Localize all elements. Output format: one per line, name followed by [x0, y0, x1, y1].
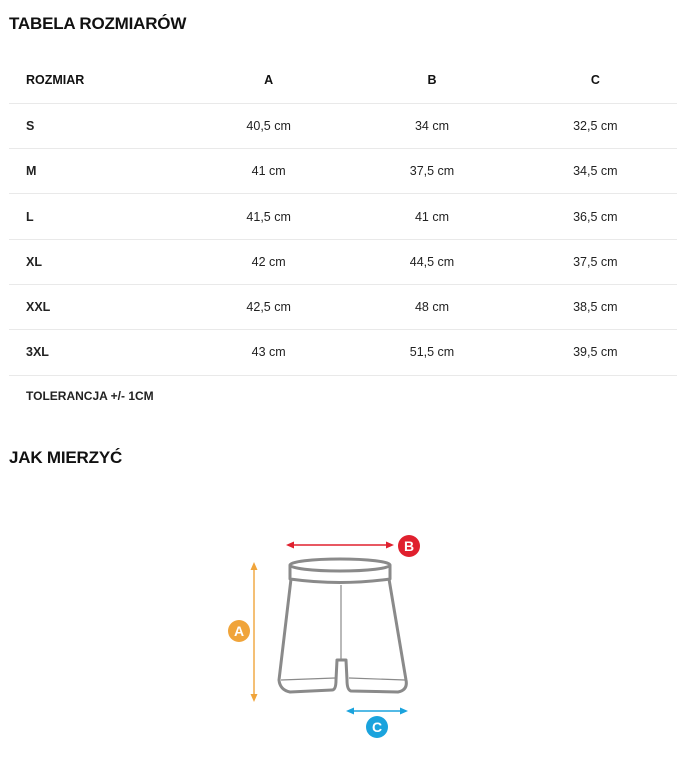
header-c: C [590, 73, 600, 88]
size-table [9, 58, 677, 417]
measure-b-label: B [403, 538, 415, 554]
size-cell: M [9, 149, 187, 194]
measure-c-arrow-icon [346, 708, 408, 715]
value-a-cell: 40,5 cm [187, 103, 350, 148]
size-cell: XL [9, 239, 187, 284]
value-b-cell: 37,5 cm [350, 149, 513, 194]
size-cell: 3XL [9, 330, 187, 375]
table-row [9, 239, 677, 284]
value-b-cell: 51,5 cm [350, 330, 513, 375]
measure-c-label: C [371, 719, 383, 735]
shorts-outline-icon [279, 559, 406, 692]
header-b: B [427, 73, 437, 88]
page-title: TABELA ROZMIARÓW [9, 14, 187, 33]
table-row [9, 194, 677, 239]
shorts-body [279, 579, 406, 692]
value-c-cell: 37,5 cm [514, 239, 677, 284]
value-a-cell: 41 cm [187, 149, 350, 194]
waistband-band [290, 565, 390, 583]
value-a-cell: 41,5 cm [187, 194, 350, 239]
measure-a-label: A [233, 623, 245, 639]
value-b-cell: 44,5 cm [350, 239, 513, 284]
right-hem [349, 678, 405, 680]
waistband-shape [290, 559, 390, 571]
value-c-cell: 38,5 cm [514, 284, 677, 329]
header-a: A [264, 73, 274, 88]
table-header-row [9, 58, 677, 103]
table-row [9, 284, 677, 329]
tolerance-row [9, 375, 677, 417]
value-b-cell: 34 cm [350, 103, 513, 148]
value-a-cell: 43 cm [187, 330, 350, 375]
table-row [9, 149, 677, 194]
size-cell: L [9, 194, 187, 239]
table-row [9, 103, 677, 148]
value-c-cell: 36,5 cm [514, 194, 677, 239]
value-c-cell: 39,5 cm [514, 330, 677, 375]
value-a-cell: 42 cm [187, 239, 350, 284]
left-hem [281, 678, 335, 680]
table-row [9, 330, 677, 375]
tolerance-note: TOLERANCJA +/- 1CM [9, 375, 677, 417]
measure-a-arrow-icon [251, 562, 258, 702]
value-b-cell: 48 cm [350, 284, 513, 329]
shorts-measurement-diagram [220, 530, 430, 745]
measure-title: JAK MIERZYĆ [9, 448, 123, 467]
size-cell: S [9, 103, 187, 148]
value-a-cell: 42,5 cm [187, 284, 350, 329]
measure-b-arrow-icon [286, 542, 394, 549]
value-c-cell: 34,5 cm [514, 149, 677, 194]
value-b-cell: 41 cm [350, 194, 513, 239]
header-size: ROZMIAR [26, 73, 85, 88]
value-c-cell: 32,5 cm [514, 103, 677, 148]
size-cell: XXL [9, 284, 187, 329]
